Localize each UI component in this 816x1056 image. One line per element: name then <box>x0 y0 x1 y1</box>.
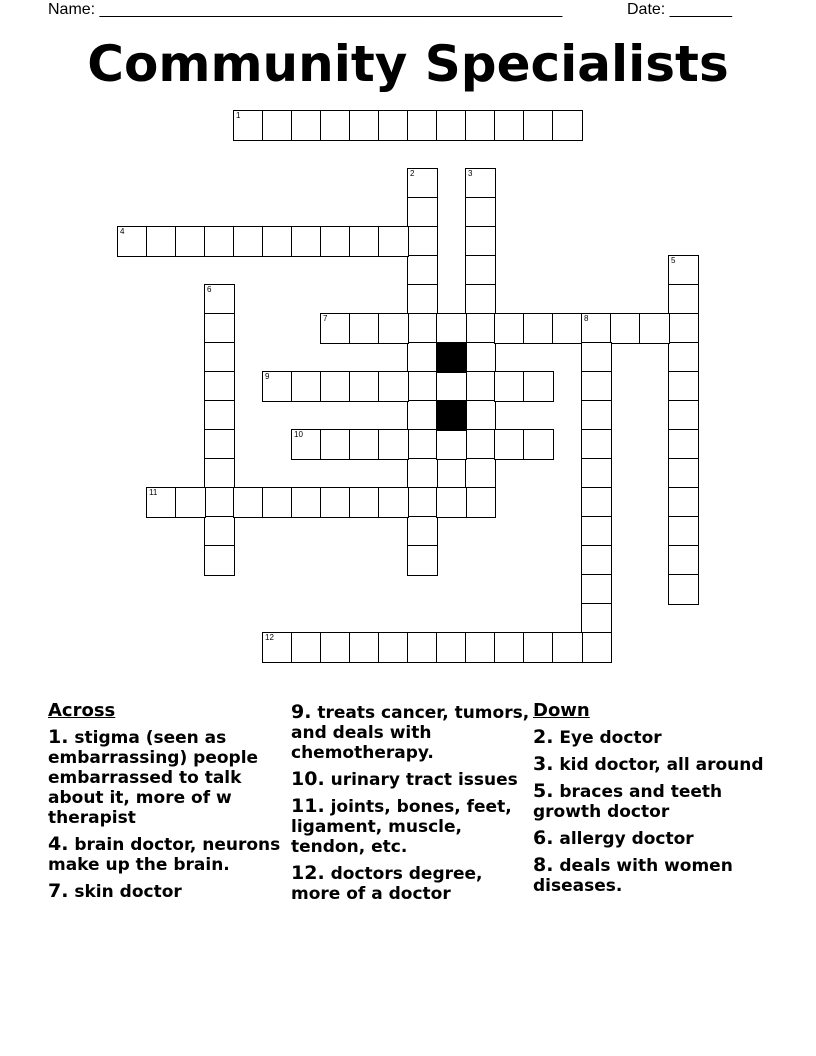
clue-text: joints, bones, feet, ligament, muscle, tendon, etc. <box>291 797 512 857</box>
clue-number-label: 9 <box>265 372 270 381</box>
clue-number: 9. <box>291 701 312 723</box>
grid-cell[interactable] <box>465 487 496 518</box>
grid-cell[interactable] <box>291 371 322 402</box>
grid-cell[interactable] <box>523 371 554 402</box>
grid-cell[interactable] <box>581 574 612 605</box>
grid-cell[interactable] <box>552 110 583 141</box>
grid-cell[interactable] <box>494 429 525 460</box>
grid-cell[interactable] <box>407 197 438 228</box>
grid-cell[interactable] <box>407 487 438 518</box>
grid-cell[interactable] <box>581 342 612 373</box>
grid-cell[interactable] <box>523 429 554 460</box>
grid-cell[interactable] <box>436 110 467 141</box>
grid-cell[interactable] <box>523 632 554 663</box>
clue-text: allergy doctor <box>553 829 694 849</box>
grid-cell[interactable] <box>320 313 351 344</box>
clue-item <box>533 828 773 849</box>
grid-cell[interactable] <box>407 110 438 141</box>
grid-cell[interactable] <box>204 545 235 576</box>
grid-cell[interactable] <box>378 226 409 257</box>
clue-item <box>48 881 288 902</box>
clue-number: 7. <box>48 880 69 902</box>
grid-cell[interactable] <box>204 400 235 431</box>
grid-cell[interactable] <box>117 226 148 257</box>
grid-cell[interactable] <box>407 371 438 402</box>
grid-cell[interactable] <box>291 110 322 141</box>
clue-number-label: 8 <box>584 314 589 323</box>
grid-cell[interactable] <box>668 255 699 286</box>
grid-cell[interactable] <box>378 632 409 663</box>
name-field-label: Name: ____________________________________________________ <box>48 1 563 18</box>
grid-cell[interactable] <box>465 226 496 257</box>
grid-cell[interactable] <box>146 487 177 518</box>
clue-item <box>533 727 773 748</box>
grid-cell[interactable] <box>262 632 293 663</box>
grid-cell[interactable] <box>407 400 438 431</box>
clue-number: 3. <box>533 753 554 775</box>
grid-cell[interactable] <box>552 313 583 344</box>
grid-cell[interactable] <box>204 284 235 315</box>
grid-cell[interactable] <box>262 110 293 141</box>
clue-number: 8. <box>533 854 554 876</box>
grid-cell[interactable] <box>668 458 699 489</box>
clue-number-label: 3 <box>468 169 473 178</box>
grid-block <box>436 400 467 431</box>
clue-item <box>48 727 288 828</box>
clue-number-label: 1 <box>236 111 241 120</box>
grid-cell[interactable] <box>291 226 322 257</box>
clue-item <box>291 702 531 763</box>
grid-cell[interactable] <box>233 487 264 518</box>
grid-cell[interactable] <box>349 313 380 344</box>
clue-number: 6. <box>533 827 554 849</box>
grid-cell[interactable] <box>320 429 351 460</box>
grid-cell[interactable] <box>639 313 670 344</box>
grid-cell[interactable] <box>668 400 699 431</box>
down-heading: Down <box>533 700 590 721</box>
grid-cell[interactable] <box>581 371 612 402</box>
grid-cell[interactable] <box>581 516 612 547</box>
grid-cell[interactable] <box>581 458 612 489</box>
grid-cell[interactable] <box>320 487 351 518</box>
grid-cell[interactable] <box>465 313 496 344</box>
grid-cell[interactable] <box>668 342 699 373</box>
grid-cell[interactable] <box>668 487 699 518</box>
clue-text: doctors degree, more of a doctor <box>291 864 483 904</box>
grid-cell[interactable] <box>407 226 438 257</box>
grid-cell[interactable] <box>407 458 438 489</box>
grid-cell[interactable] <box>407 255 438 286</box>
clue-item <box>533 855 773 896</box>
clue-item <box>291 796 531 857</box>
grid-cell[interactable] <box>378 371 409 402</box>
grid-cell[interactable] <box>204 313 235 344</box>
grid-cell[interactable] <box>465 197 496 228</box>
grid-cell[interactable] <box>407 516 438 547</box>
clue-text: skin doctor <box>68 882 182 902</box>
grid-cell[interactable] <box>320 110 351 141</box>
grid-cell[interactable] <box>581 603 612 634</box>
grid-cell[interactable] <box>552 632 583 663</box>
clue-number-label: 6 <box>207 285 212 294</box>
grid-cell[interactable] <box>291 429 322 460</box>
clues-column-across <box>48 700 288 908</box>
grid-cell[interactable] <box>465 632 496 663</box>
grid-cell[interactable] <box>494 371 525 402</box>
grid-cell[interactable] <box>407 632 438 663</box>
clue-number-label: 4 <box>120 227 125 236</box>
grid-cell[interactable] <box>204 516 235 547</box>
grid-cell[interactable] <box>291 632 322 663</box>
grid-cell[interactable] <box>494 110 525 141</box>
grid-cell[interactable] <box>262 226 293 257</box>
grid-cell[interactable] <box>204 226 235 257</box>
page-title: Community Specialists <box>87 35 729 93</box>
grid-cell[interactable] <box>581 313 612 344</box>
clue-item <box>533 781 773 822</box>
clue-item <box>291 863 531 904</box>
grid-cell[interactable] <box>349 110 380 141</box>
clue-text: Eye doctor <box>553 728 662 748</box>
grid-cell[interactable] <box>436 429 467 460</box>
clue-number: 11. <box>291 795 325 817</box>
grid-cell[interactable] <box>465 255 496 286</box>
grid-cell[interactable] <box>233 226 264 257</box>
clue-text: deals with women diseases. <box>533 856 733 896</box>
clue-number-label: 12 <box>265 633 274 642</box>
grid-cell[interactable] <box>436 313 467 344</box>
clue-item <box>533 754 773 775</box>
grid-cell[interactable] <box>668 545 699 576</box>
date-field-label: Date: _______ <box>627 1 732 18</box>
grid-cell[interactable] <box>320 371 351 402</box>
grid-cell[interactable] <box>349 632 380 663</box>
grid-cell[interactable] <box>494 632 525 663</box>
clue-text: brain doctor, neurons make up the brain. <box>48 835 281 875</box>
clues-column-down <box>533 700 773 902</box>
grid-cell[interactable] <box>349 487 380 518</box>
clue-item <box>48 834 288 875</box>
grid-cell[interactable] <box>581 632 612 663</box>
clue-text: treats cancer, tumors, and deals with chemotherapy. <box>291 703 530 763</box>
grid-cell[interactable] <box>407 168 438 199</box>
grid-cell[interactable] <box>407 284 438 315</box>
grid-cell[interactable] <box>465 110 496 141</box>
grid-cell[interactable] <box>581 545 612 576</box>
grid-cell[interactable] <box>378 487 409 518</box>
grid-cell[interactable] <box>407 429 438 460</box>
grid-block <box>436 342 467 373</box>
grid-cell[interactable] <box>436 487 467 518</box>
grid-cell[interactable] <box>204 458 235 489</box>
grid-cell[interactable] <box>204 342 235 373</box>
grid-cell[interactable] <box>146 226 177 257</box>
grid-cell[interactable] <box>378 313 409 344</box>
grid-cell[interactable] <box>668 429 699 460</box>
clue-number: 12. <box>291 862 325 884</box>
clue-text: stigma (seen as embarrassing) people embarrassed to talk about it, more of w therapist <box>48 728 259 828</box>
grid-cell[interactable] <box>465 284 496 315</box>
grid-cell[interactable] <box>465 458 496 489</box>
grid-cell[interactable] <box>581 400 612 431</box>
clue-number: 10. <box>291 768 325 790</box>
grid-cell[interactable] <box>291 487 322 518</box>
grid-cell[interactable] <box>465 342 496 373</box>
grid-cell[interactable] <box>349 371 380 402</box>
clue-number: 1. <box>48 726 69 748</box>
grid-cell[interactable] <box>233 110 264 141</box>
clue-text: kid doctor, all around <box>553 755 764 775</box>
grid-cell[interactable] <box>610 313 641 344</box>
grid-cell[interactable] <box>668 574 699 605</box>
clue-number: 2. <box>533 726 554 748</box>
grid-cell[interactable] <box>407 313 438 344</box>
clue-text: urinary tract issues <box>324 770 518 790</box>
clue-number-label: 11 <box>149 488 158 497</box>
grid-cell[interactable] <box>436 371 467 402</box>
grid-cell[interactable] <box>523 110 554 141</box>
grid-cell[interactable] <box>378 110 409 141</box>
grid-cell[interactable] <box>349 226 380 257</box>
grid-cell[interactable] <box>262 371 293 402</box>
clue-number-label: 2 <box>410 169 415 178</box>
grid-cell[interactable] <box>204 487 235 518</box>
grid-cell[interactable] <box>581 429 612 460</box>
clue-number-label: 5 <box>671 256 676 265</box>
grid-cell[interactable] <box>204 371 235 402</box>
clue-number-label: 7 <box>323 314 328 323</box>
grid-cell[interactable] <box>668 516 699 547</box>
clue-number: 4. <box>48 833 69 855</box>
clue-text: braces and teeth growth doctor <box>533 782 723 822</box>
grid-cell[interactable] <box>668 284 699 315</box>
grid-cell[interactable] <box>378 429 409 460</box>
grid-cell[interactable] <box>175 487 206 518</box>
grid-cell[interactable] <box>523 313 554 344</box>
across-heading: Across <box>48 700 116 721</box>
clue-number: 5. <box>533 780 554 802</box>
grid-cell[interactable] <box>581 487 612 518</box>
grid-cell[interactable] <box>407 342 438 373</box>
grid-cell[interactable] <box>465 168 496 199</box>
grid-cell[interactable] <box>494 313 525 344</box>
grid-cell[interactable] <box>349 429 380 460</box>
grid-cell[interactable] <box>668 313 699 344</box>
grid-cell[interactable] <box>262 487 293 518</box>
grid-cell[interactable] <box>175 226 206 257</box>
grid-cell[interactable] <box>407 545 438 576</box>
clue-item <box>291 769 531 790</box>
grid-cell[interactable] <box>320 632 351 663</box>
clues-column-across-continued <box>291 702 531 910</box>
clue-number-label: 10 <box>294 430 303 439</box>
grid-cell[interactable] <box>436 632 467 663</box>
grid-cell[interactable] <box>668 371 699 402</box>
grid-cell[interactable] <box>465 371 496 402</box>
grid-cell[interactable] <box>465 429 496 460</box>
grid-cell[interactable] <box>465 400 496 431</box>
grid-cell[interactable] <box>204 429 235 460</box>
grid-cell[interactable] <box>320 226 351 257</box>
